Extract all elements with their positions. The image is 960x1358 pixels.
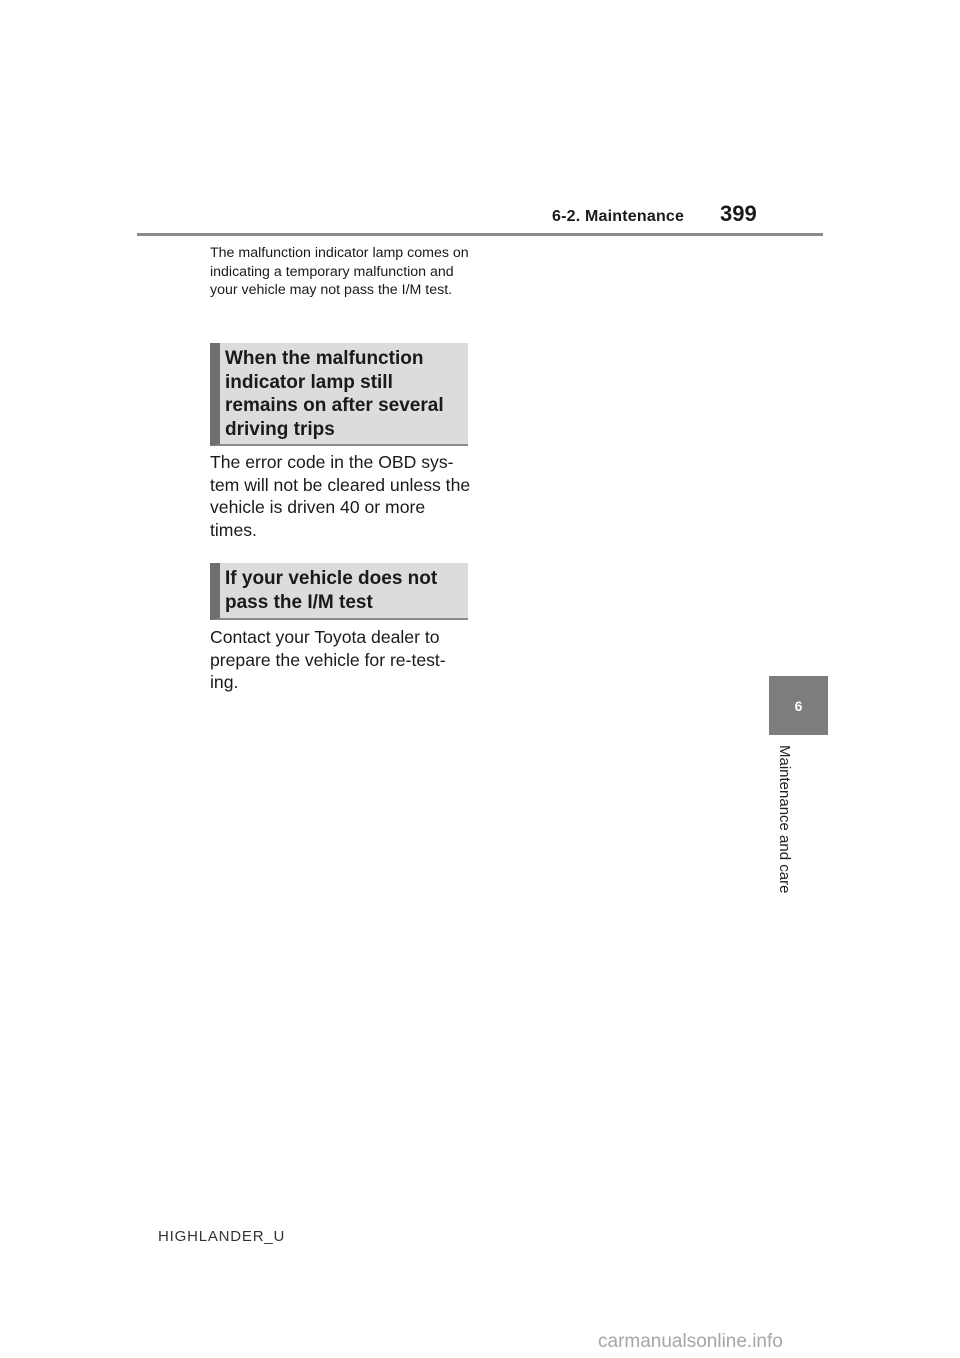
header-divider: [137, 233, 823, 236]
page-number: 399: [720, 201, 757, 226]
chapter-number-tab: 6: [769, 676, 828, 735]
chapter-title: Maintenance and care: [776, 745, 793, 894]
section-heading-lamp-remains-on: When the malfunction indicator lamp still remains on after several driving trips: [210, 343, 468, 446]
section-heading-failed-test: If your vehicle does not pass the I/M test: [210, 563, 468, 620]
intro-note: The malfunction indicator lamp comes on indicating a temporary malfunction and your vehicle may not pass the I/M test.: [210, 245, 469, 298]
section-title: 6-2. Maintenance: [552, 208, 685, 225]
footer-model-code: HIGHLANDER_U: [158, 1228, 286, 1245]
watermark: carmanualsonline.info: [598, 1331, 783, 1352]
section-body-lamp-remains-on: The error code in the OBD sys-tem will not be cleared unless the vehicle is driven 40 or more times.: [210, 452, 471, 540]
section-body-failed-test: Contact your Toyota dealer to prepare the vehicle for re-test-ing.: [210, 627, 446, 692]
